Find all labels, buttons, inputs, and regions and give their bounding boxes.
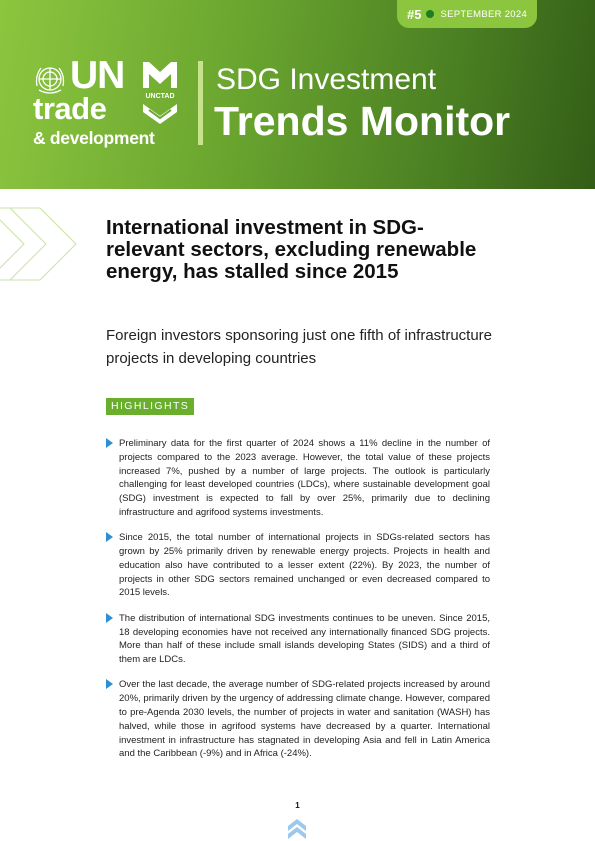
logo-development-text: & development: [33, 128, 155, 148]
bullet-triangle-icon: [106, 679, 113, 689]
article-headline: International investment in SDG-relevant sectors, excluding renewable energy, has stalled since 2015: [106, 216, 477, 283]
highlights-label: HIGHLIGHTS: [106, 398, 194, 415]
bullet-text: Preliminary data for the first quarter of 2024 shows a 11% decline in the number of projects compared to the 2023 average. However, the total value of these projects increased 7%, pushed by a number of large projects. The outlook is particularly challenging for least developed countries (LDCs), where sustainable development goal (SDG) investment is expected to fall by over 25%, primarily due to declining infrastructure and agrifood systems investments.: [119, 438, 490, 518]
list-item: [106, 531, 490, 600]
issue-badge: [397, 0, 537, 28]
list-item: [106, 678, 490, 761]
issue-date: SEPTEMBER 2024: [440, 8, 528, 20]
list-item: [106, 612, 490, 667]
header-banner: [0, 0, 595, 189]
unctad-logo-icon: [141, 60, 179, 126]
article-subtitle: Foreign investors sponsoring just one fifth of infrastructure projects in developing countries: [106, 327, 493, 367]
unctad-footer-mark-icon: [287, 818, 307, 840]
logo-trade-text: trade: [33, 91, 107, 126]
bullet-text: The distribution of international SDG investments continues to be uneven. Since 2015, 18 developing economies have not received any internationally financed SDG projects. More than half of these include small islands developing States (SIDS) and a third of them are LDCs.: [119, 612, 490, 666]
page-number: 1: [295, 801, 300, 810]
bullet-text: Over the last decade, the average number of SDG-related projects increased by around 20%, primarily driven by the urgency of addressing climate change. However, compared to pre-Agenda 2030 levels, the number of projects in water and sanitation (WASH) has halved, while those in agrifood systems have decreased by a quarter. International investment in infrastructure has stagnated in developing Asia and fell in Latin America and the Caribbean (-9%) and in Africa (-24%).: [119, 679, 490, 760]
dot-icon: [426, 10, 434, 18]
bullet-triangle-icon: [106, 613, 113, 623]
unctad-label: UNCTAD: [145, 93, 175, 100]
bullet-triangle-icon: [106, 532, 113, 542]
bullet-text: Since 2015, the total number of international projects in SDGs-related sectors has grown by 25% primarily driven by renewable energy projects. Projects in health and education also have contributed to a lesser extent (22%). By 2023, the number of projects in other SDG sectors remained unchanged or even decreased compared to 2015 levels.: [119, 532, 490, 599]
un-trade-development-logo: [33, 54, 178, 152]
publication-title-line1: SDG Investment: [216, 63, 437, 96]
title-divider: [198, 61, 203, 145]
logo-un-text: UN: [70, 54, 125, 97]
list-item: [106, 437, 490, 520]
highlights-list: [106, 437, 490, 773]
issue-number: #5: [407, 6, 422, 22]
bullet-triangle-icon: [106, 438, 113, 448]
chevron-decoration-icon: [0, 204, 86, 284]
publication-title-line2: Trends Monitor: [214, 98, 511, 144]
